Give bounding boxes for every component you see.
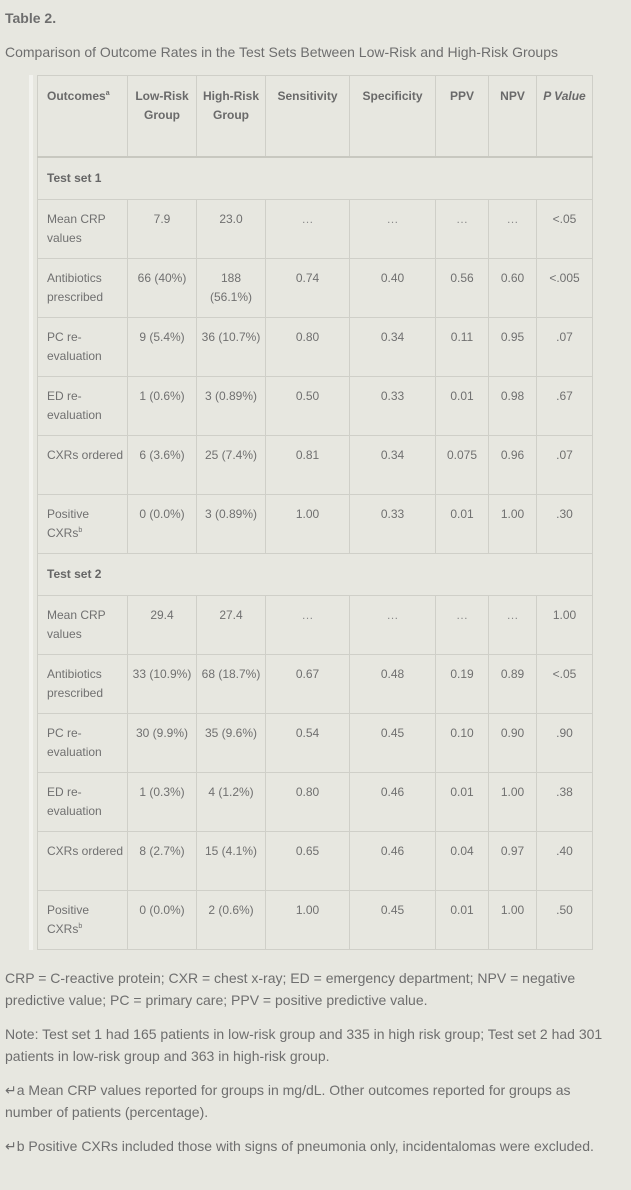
table-row (38, 713, 593, 772)
section-row (38, 157, 593, 199)
header-low-risk: Low-Risk Group (128, 76, 197, 158)
cell-p-value: .07 (537, 317, 593, 376)
cell-p-value: .40 (537, 831, 593, 890)
cell-ppv: 0.01 (436, 494, 489, 553)
cell-sensitivity: 0.74 (266, 258, 350, 317)
cell-low-risk: 33 (10.9%) (128, 654, 197, 713)
footnote-a: ↵a Mean CRP values reported for groups in mg/dL. Other outcomes reported for groups as number of patients (percentage). (5, 1082, 571, 1120)
cell-high-risk: 36 (10.7%) (197, 317, 266, 376)
cell-sensitivity: 1.00 (266, 494, 350, 553)
table-body (38, 157, 593, 949)
cell-npv: 0.89 (489, 654, 537, 713)
outcomes-table (37, 75, 593, 950)
section-title: Test set 2 (38, 553, 593, 595)
cell-ppv: 0.01 (436, 890, 489, 949)
header-outcomes: Outcomes$^a$ (38, 76, 128, 158)
cell-specificity: 0.33 (350, 494, 436, 553)
table-row (38, 199, 593, 258)
cell-low-risk: 30 (9.9%) (128, 713, 197, 772)
cell-sensitivity: … (266, 199, 350, 258)
cell-high-risk: 3 (0.89%) (197, 376, 266, 435)
cell-p-value: .30 (537, 494, 593, 553)
table-row (38, 654, 593, 713)
cell-ppv: 0.19 (436, 654, 489, 713)
cell-outcome: CXRs ordered (38, 435, 128, 494)
cell-high-risk: 15 (4.1%) (197, 831, 266, 890)
header-high-risk: High-Risk Group (197, 76, 266, 158)
cell-ppv: 0.04 (436, 831, 489, 890)
cell-outcome: PC re-evaluation (38, 713, 128, 772)
cell-low-risk: 29.4 (128, 595, 197, 654)
cell-low-risk: 7.9 (128, 199, 197, 258)
cell-outcome: ED re-evaluation (38, 772, 128, 831)
table-row (38, 595, 593, 654)
cell-specificity: 0.45 (350, 713, 436, 772)
cell-sensitivity: 0.54 (266, 713, 350, 772)
cell-low-risk: 0 (0.0%) (128, 494, 197, 553)
cell-sensitivity: 0.81 (266, 435, 350, 494)
cell-specificity: 0.45 (350, 890, 436, 949)
cell-sensitivity: 1.00 (266, 890, 350, 949)
cell-high-risk: 2 (0.6%) (197, 890, 266, 949)
cell-ppv: 0.01 (436, 376, 489, 435)
cell-low-risk: 66 (40%) (128, 258, 197, 317)
table-row (38, 890, 593, 949)
cell-p-value: <.05 (537, 199, 593, 258)
cell-low-risk: 1 (0.6%) (128, 376, 197, 435)
cell-high-risk: 23.0 (197, 199, 266, 258)
cell-npv: 1.00 (489, 494, 537, 553)
header-row (38, 76, 593, 158)
footnote-b: ↵b Positive CXRs included those with signs of pneumonia only, incidentalomas were excluded. (5, 1138, 594, 1154)
cell-high-risk: 68 (18.7%) (197, 654, 266, 713)
cell-p-value: .38 (537, 772, 593, 831)
cell-high-risk: 3 (0.89%) (197, 494, 266, 553)
cell-sensitivity: 0.67 (266, 654, 350, 713)
cell-high-risk: 4 (1.2%) (197, 772, 266, 831)
cell-ppv: 0.075 (436, 435, 489, 494)
cell-npv: 0.97 (489, 831, 537, 890)
table-notes (5, 967, 621, 1169)
cell-p-value: .67 (537, 376, 593, 435)
cell-outcome: CXRs ordered (38, 831, 128, 890)
section-row (38, 553, 593, 595)
table-row (38, 494, 593, 553)
header-npv: NPV (489, 76, 537, 158)
cell-ppv: … (436, 595, 489, 654)
header-p-value: P Value (537, 76, 593, 158)
abbreviations-note: CRP = C-reactive protein; CXR = chest x-ray; ED = emergency department; NPV = negative predictive value; PC = primary care; PPV = positive predictive value. (5, 970, 576, 1008)
cell-specificity: 0.46 (350, 831, 436, 890)
table-row (38, 258, 593, 317)
cell-outcome: Positive CXRs$^b$ (38, 494, 128, 553)
cell-sensitivity: 0.50 (266, 376, 350, 435)
table-container (29, 75, 596, 950)
table-row (38, 772, 593, 831)
cell-p-value: .50 (537, 890, 593, 949)
cell-specificity: 0.33 (350, 376, 436, 435)
cell-ppv: … (436, 199, 489, 258)
cell-ppv: 0.11 (436, 317, 489, 376)
cell-outcome: Antibiotics prescribed (38, 258, 128, 317)
cell-specificity: 0.48 (350, 654, 436, 713)
cell-npv: 0.95 (489, 317, 537, 376)
cell-sensitivity: 0.80 (266, 772, 350, 831)
cell-specificity: … (350, 595, 436, 654)
cell-outcome: PC re-evaluation (38, 317, 128, 376)
cell-npv: 0.90 (489, 713, 537, 772)
cell-p-value: <.005 (537, 258, 593, 317)
cell-npv: 0.60 (489, 258, 537, 317)
header-ppv: PPV (436, 76, 489, 158)
cell-outcome: Positive CXRs$^b$ (38, 890, 128, 949)
cell-specificity: 0.34 (350, 435, 436, 494)
cell-specificity: 0.46 (350, 772, 436, 831)
table-row (38, 317, 593, 376)
cell-outcome: ED re-evaluation (38, 376, 128, 435)
cell-sensitivity: 0.80 (266, 317, 350, 376)
cell-ppv: 0.56 (436, 258, 489, 317)
cell-specificity: … (350, 199, 436, 258)
table-row (38, 376, 593, 435)
header-specificity: Specificity (350, 76, 436, 158)
table-row (38, 435, 593, 494)
cell-npv: … (489, 595, 537, 654)
cell-ppv: 0.10 (436, 713, 489, 772)
cell-low-risk: 6 (3.6%) (128, 435, 197, 494)
cell-low-risk: 9 (5.4%) (128, 317, 197, 376)
cell-high-risk: 188 (56.1%) (197, 258, 266, 317)
cell-ppv: 0.01 (436, 772, 489, 831)
cell-npv: … (489, 199, 537, 258)
patients-note: Note: Test set 1 had 165 patients in low-risk group and 335 in high risk group; Test set 2 had 301 patients in low-risk group and 363 in high-risk group. (5, 1026, 603, 1064)
header-sensitivity: Sensitivity (266, 76, 350, 158)
cell-high-risk: 27.4 (197, 595, 266, 654)
cell-outcome: Antibiotics prescribed (38, 654, 128, 713)
cell-high-risk: 35 (9.6%) (197, 713, 266, 772)
section-title: Test set 1 (38, 157, 593, 199)
cell-sensitivity: … (266, 595, 350, 654)
cell-high-risk: 25 (7.4%) (197, 435, 266, 494)
table-title: Table 2. (5, 10, 57, 26)
cell-npv: 1.00 (489, 890, 537, 949)
table-caption: Comparison of Outcome Rates in the Test Sets Between Low-Risk and High-Risk Groups (5, 44, 558, 60)
cell-low-risk: 1 (0.3%) (128, 772, 197, 831)
cell-npv: 0.96 (489, 435, 537, 494)
cell-p-value: <.05 (537, 654, 593, 713)
cell-outcome: Mean CRP values (38, 199, 128, 258)
cell-npv: 0.98 (489, 376, 537, 435)
cell-p-value: .07 (537, 435, 593, 494)
cell-p-value: .90 (537, 713, 593, 772)
cell-npv: 1.00 (489, 772, 537, 831)
cell-p-value: 1.00 (537, 595, 593, 654)
cell-specificity: 0.40 (350, 258, 436, 317)
table-row (38, 831, 593, 890)
cell-sensitivity: 0.65 (266, 831, 350, 890)
cell-outcome: Mean CRP values (38, 595, 128, 654)
cell-specificity: 0.34 (350, 317, 436, 376)
cell-low-risk: 8 (2.7%) (128, 831, 197, 890)
cell-low-risk: 0 (0.0%) (128, 890, 197, 949)
